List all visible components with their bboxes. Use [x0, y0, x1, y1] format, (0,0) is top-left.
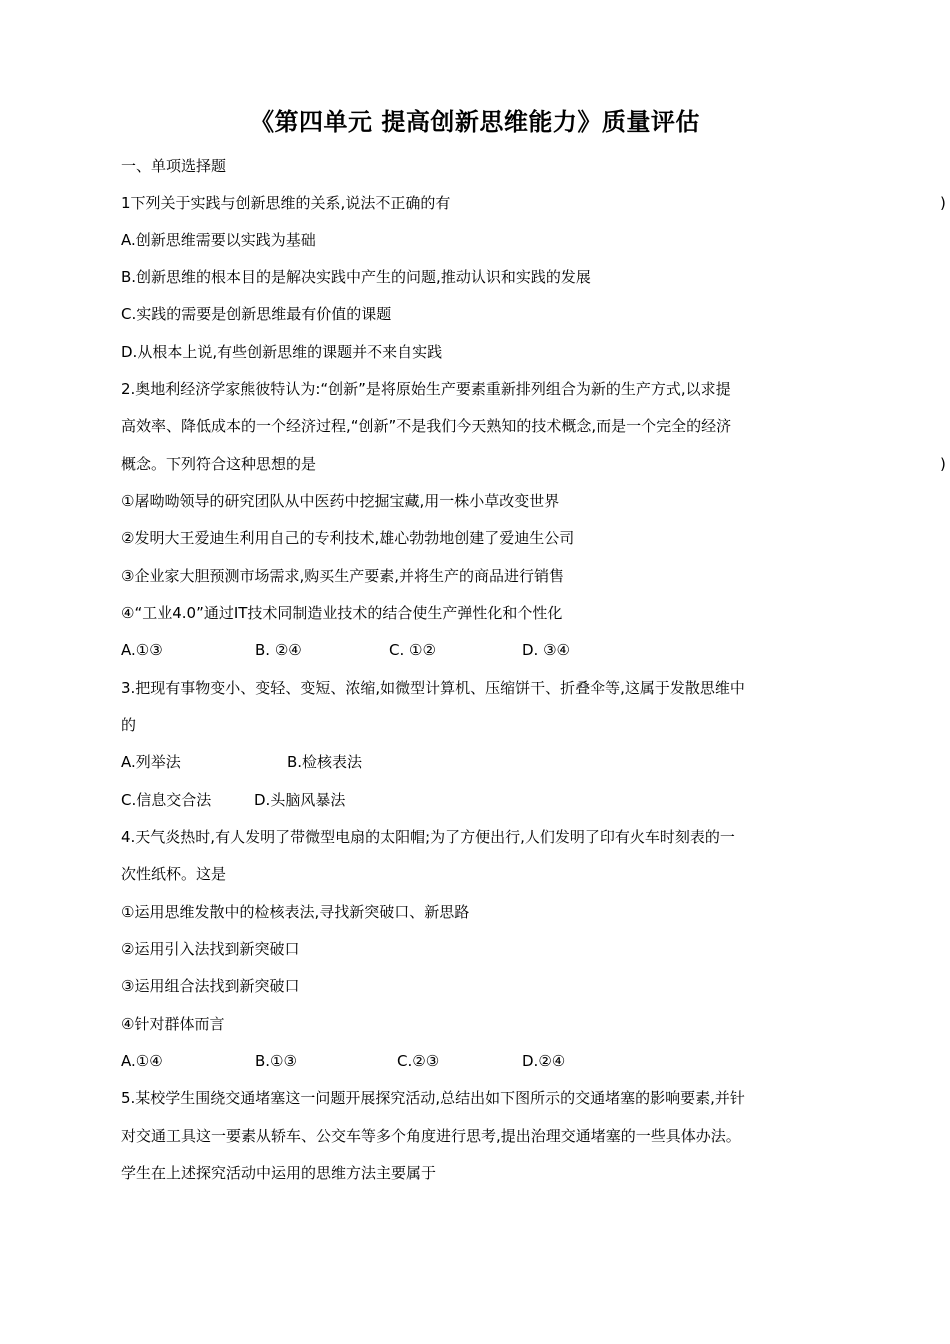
q2-stem-line-3: 概念。下列符合这种思想的是 [121, 455, 317, 473]
q3-stem-line-2: 的 [121, 716, 137, 734]
q2-item-3: ③企业家大胆预测市场需求,购买生产要素,并将生产的商品进行销售 [121, 567, 564, 585]
page-title: 《第四单元 提高创新思维能力》质量评估 [250, 108, 700, 136]
q4-option-a: A.①④ [121, 1052, 163, 1070]
q1-option-b: B.创新思维的根本目的是解决实践中产生的问题,推动认识和实践的发展 [121, 268, 591, 286]
q2-option-c: C. ①② [389, 641, 436, 659]
q1-answer-paren: ) [940, 194, 946, 212]
q3-option-c: C.信息交合法 [121, 791, 212, 809]
q2-stem-line-2: 高效率、降低成本的一个经济过程,“创新”不是我们今天熟知的技术概念,而是一个完全的经济 [121, 417, 732, 435]
q4-option-c: C.②③ [397, 1052, 440, 1070]
q1-option-d: D.从根本上说,有些创新思维的课题并不来自实践 [121, 343, 443, 361]
q2-stem-line-1: 2.奥地利经济学家熊彼特认为:“创新”是将原始生产要素重新排列组合为新的生产方式,以求提 [121, 380, 731, 398]
q1-option-a: A.创新思维需要以实践为基础 [121, 231, 316, 249]
q4-option-b: B.①③ [255, 1052, 297, 1070]
q2-item-2: ②发明大王爱迪生利用自己的专利技术,雄心勃勃地创建了爱迪生公司 [121, 529, 575, 547]
q1-option-c: C.实践的需要是创新思维最有价值的课题 [121, 305, 392, 323]
q4-item-4: ④针对群体而言 [121, 1015, 225, 1033]
q4-stem-line-1: 4.天气炎热时,有人发明了带微型电扇的太阳帽;为了方便出行,人们发明了印有火车时刻表的一 [121, 828, 735, 846]
q4-stem-line-2: 次性纸杯。这是 [121, 865, 227, 883]
q2-option-d: D. ③④ [522, 641, 570, 659]
q3-option-a: A.列举法 [121, 753, 181, 771]
q2-item-4: ④“工业4.0”通过IT技术同制造业技术的结合使生产弹性化和个性化 [121, 604, 563, 622]
q2-item-1: ①屠呦呦领导的研究团队从中医药中挖掘宝藏,用一株小草改变世界 [121, 492, 560, 510]
q4-item-3: ③运用组合法找到新突破口 [121, 977, 300, 995]
q2-option-a: A.①③ [121, 641, 163, 659]
q5-stem-line-3: 学生在上述探究活动中运用的思维方法主要属于 [121, 1164, 437, 1182]
q4-item-1: ①运用思维发散中的检核表法,寻找新突破口、新思路 [121, 903, 470, 921]
section-heading: 一、单项选择题 [121, 157, 227, 175]
q5-stem-line-1: 5.某校学生围绕交通堵塞这一问题开展探究活动,总结出如下图所示的交通堵塞的影响要素,并针 [121, 1089, 745, 1107]
q1-stem: 1下列关于实践与创新思维的关系,说法不正确的有 [121, 194, 451, 212]
q3-option-d: D.头脑风暴法 [254, 791, 346, 809]
q2-answer-paren: ) [940, 455, 946, 473]
q4-option-d: D.②④ [522, 1052, 566, 1070]
q2-option-b: B. ②④ [255, 641, 302, 659]
q4-item-2: ②运用引入法找到新突破口 [121, 940, 300, 958]
q3-stem-line-1: 3.把现有事物变小、变轻、变短、浓缩,如微型计算机、压缩饼干、折叠伞等,这属于发散思维中 [121, 679, 745, 697]
q3-option-b: B.检核表法 [287, 753, 363, 771]
q5-stem-line-2: 对交通工具这一要素从轿车、公交车等多个角度进行思考,提出治理交通堵塞的一些具体办法。 [121, 1127, 741, 1145]
